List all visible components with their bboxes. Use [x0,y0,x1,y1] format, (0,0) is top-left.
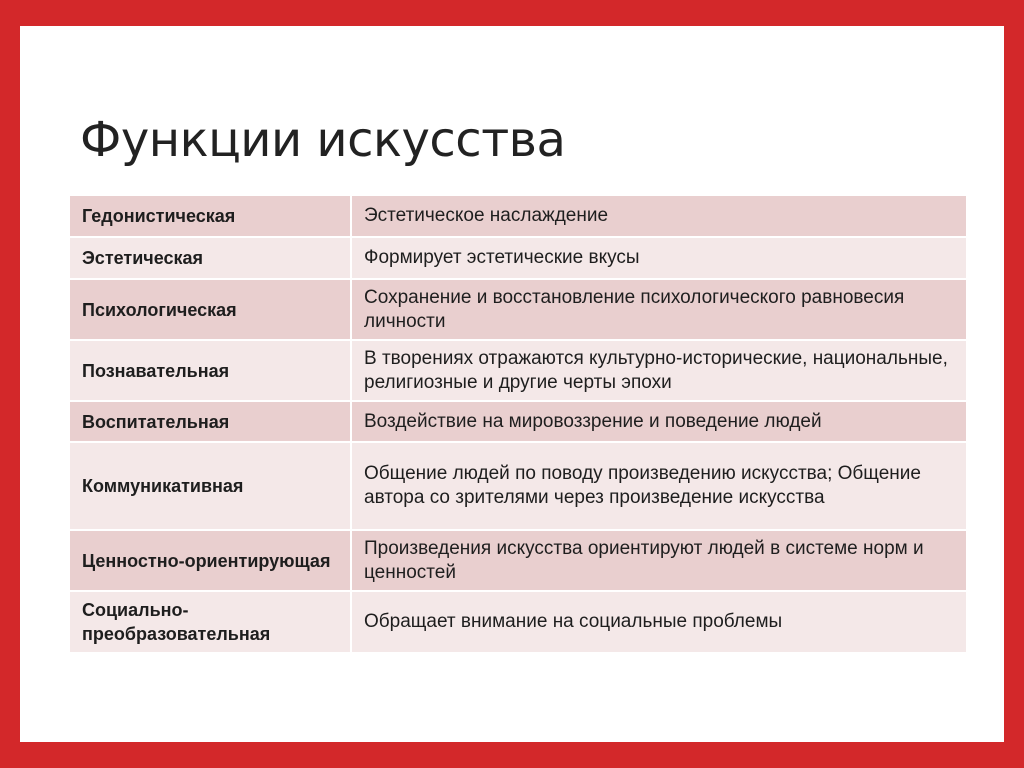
table-row [70,531,966,592]
function-description: Общение людей по поводу произведению искусства; Общение автора со зрителями через произведение искусства [352,443,966,531]
function-name: Ценностно-ориентирующая [70,531,352,592]
function-name: Гедонистическая [70,196,352,238]
table-row [70,238,966,280]
function-description: Формирует эстетические вкусы [352,238,966,280]
function-description: Произведения искусства ориентируют людей в системе норм и ценностей [352,531,966,592]
table-row [70,341,966,402]
functions-table [70,196,966,654]
table-row [70,592,966,654]
slide-title: Функции искусства [80,112,566,168]
table-row [70,443,966,531]
function-name: Познавательная [70,341,352,402]
function-description: В творениях отражаются культурно-исторические, национальные, религиозные и другие черты эпохи [352,341,966,402]
function-description: Сохранение и восстановление психологического равновесия личности [352,280,966,341]
function-name: Эстетическая [70,238,352,280]
slide [20,26,1004,742]
function-name: Воспитательная [70,402,352,443]
function-name: Психологическая [70,280,352,341]
function-name: Коммуникативная [70,443,352,531]
table-row [70,402,966,443]
function-description: Воздействие на мировоззрение и поведение людей [352,402,966,443]
function-name: Социально-преобразовательная [70,592,352,654]
function-description: Обращает внимание на социальные проблемы [352,592,966,654]
function-description: Эстетическое наслаждение [352,196,966,238]
table-row [70,280,966,341]
table-row [70,196,966,238]
